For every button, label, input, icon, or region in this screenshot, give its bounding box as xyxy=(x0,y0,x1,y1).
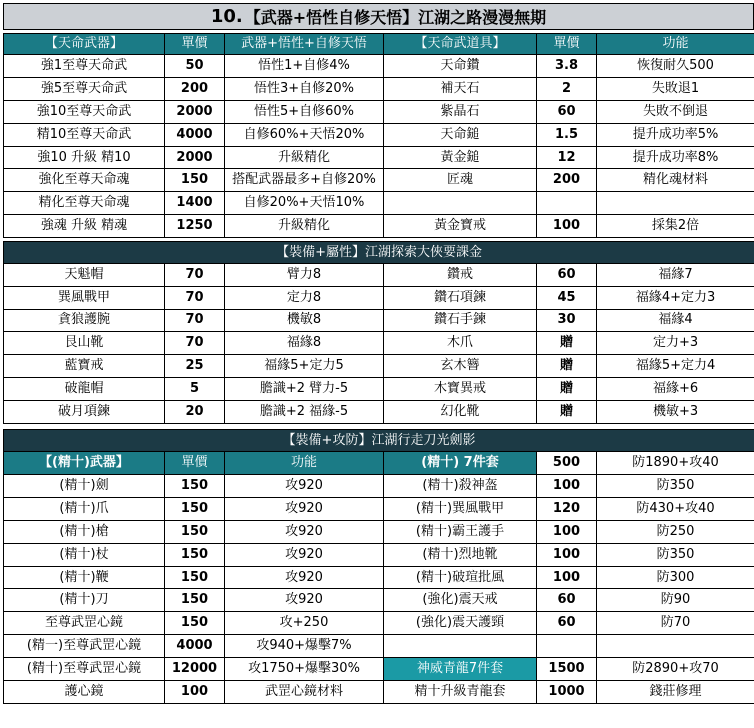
table-row xyxy=(4,658,754,681)
price-cell xyxy=(537,635,597,658)
effect-cell: 臂力8 xyxy=(225,264,384,287)
price-cell: 3.8 xyxy=(537,55,597,78)
price-cell: 5 xyxy=(165,377,225,400)
header-cell: 單價 xyxy=(165,34,225,55)
item-name-cell: (強化)震天戒 xyxy=(384,589,537,612)
effect-cell: 定力8 xyxy=(225,286,384,309)
table-row xyxy=(4,681,754,704)
effect-cell: 福緣4+定力3 xyxy=(597,286,754,309)
item-name-cell xyxy=(384,192,537,215)
price-cell: 100 xyxy=(165,681,225,704)
item-name-cell: 天命鑽 xyxy=(384,55,537,78)
effect-cell: 攻920 xyxy=(225,543,384,566)
price-cell: 12 xyxy=(537,146,597,169)
item-name-cell: (精十)霸王護手 xyxy=(384,520,537,543)
price-cell: 贈 xyxy=(537,355,597,378)
item-name-cell: (精十)杖 xyxy=(4,543,165,566)
effect-cell: 提升成功率5% xyxy=(597,123,754,146)
section-band-row xyxy=(4,242,754,264)
price-cell: 70 xyxy=(165,332,225,355)
item-name-cell: 補天石 xyxy=(384,77,537,100)
price-cell: 150 xyxy=(165,497,225,520)
price-cell: 70 xyxy=(165,264,225,287)
price-cell: 贈 xyxy=(537,377,597,400)
effect-cell: 定力+3 xyxy=(597,332,754,355)
item-name-cell: 至尊武罡心鏡 xyxy=(4,612,165,635)
effect-cell xyxy=(597,635,754,658)
effect-cell: 失敗不倒退 xyxy=(597,100,754,123)
header-cell: 功能 xyxy=(597,34,754,55)
effect-cell: 升級精化 xyxy=(225,146,384,169)
price-cell xyxy=(537,192,597,215)
effect-cell: 自修20%+天悟10% xyxy=(225,192,384,215)
item-name-cell: (精十)烈地靴 xyxy=(384,543,537,566)
item-name-cell: 匠魂 xyxy=(384,169,537,192)
item-name-cell: 強化至尊天命魂 xyxy=(4,169,165,192)
effect-cell: 防350 xyxy=(597,475,754,498)
price-cell: 150 xyxy=(165,169,225,192)
effect-cell: 攻920 xyxy=(225,520,384,543)
item-name-cell: 神威青龍7件套 xyxy=(384,658,537,681)
price-cell: 1500 xyxy=(537,658,597,681)
effect-cell: 機敏+3 xyxy=(597,400,754,423)
item-name-cell: 玄木簪 xyxy=(384,355,537,378)
item-name-cell: (精一)至尊武罡心鏡 xyxy=(4,635,165,658)
price-cell: 200 xyxy=(537,169,597,192)
item-name-cell: 木爪 xyxy=(384,332,537,355)
price-cell: 150 xyxy=(165,566,225,589)
effect-cell: 攻940+爆擊7% xyxy=(225,635,384,658)
item-name-cell: 精10至尊天命武 xyxy=(4,123,165,146)
table-row xyxy=(4,589,754,612)
effect-cell: 福緣7 xyxy=(597,264,754,287)
weapon-table xyxy=(3,33,754,238)
item-name-cell: 黃金鎚 xyxy=(384,146,537,169)
table-row xyxy=(4,309,754,332)
table-row xyxy=(4,355,754,378)
header-cell: 武器+悟性+自修天悟 xyxy=(225,34,384,55)
price-cell: 25 xyxy=(165,355,225,378)
price-cell: 20 xyxy=(165,400,225,423)
effect-cell: 悟性3+自修20% xyxy=(225,77,384,100)
title-text: 【武器+悟性自修天悟】江湖之路漫漫無期 xyxy=(244,8,547,27)
item-name-cell: 紫晶石 xyxy=(384,100,537,123)
price-cell: 70 xyxy=(165,309,225,332)
effect-cell: 膽識+2 臂力-5 xyxy=(225,377,384,400)
header-cell: (精十) 7件套 xyxy=(384,452,537,475)
price-cell: 70 xyxy=(165,286,225,309)
table-row xyxy=(4,192,754,215)
header-cell: 500 xyxy=(537,452,597,475)
table-row xyxy=(4,332,754,355)
table-row xyxy=(4,635,754,658)
effect-cell: 機敏8 xyxy=(225,309,384,332)
table-row xyxy=(4,543,754,566)
effect-cell: 攻1750+爆擊30% xyxy=(225,658,384,681)
price-cell: 100 xyxy=(537,566,597,589)
item-name-cell: 幻化靴 xyxy=(384,400,537,423)
price-cell: 4000 xyxy=(165,635,225,658)
item-name-cell: 強5至尊天命武 xyxy=(4,77,165,100)
effect-cell: 福緣+6 xyxy=(597,377,754,400)
price-cell: 1.5 xyxy=(537,123,597,146)
table-row xyxy=(4,146,754,169)
item-name-cell: 護心鏡 xyxy=(4,681,165,704)
effect-cell: 武罡心鏡材料 xyxy=(225,681,384,704)
item-name-cell: (精十)巽風戰甲 xyxy=(384,497,537,520)
effect-cell: 防2890+攻70 xyxy=(597,658,754,681)
item-name-cell: 精十升級青龍套 xyxy=(384,681,537,704)
price-cell: 60 xyxy=(537,612,597,635)
table-header-row xyxy=(4,34,754,55)
effect-cell: 防90 xyxy=(597,589,754,612)
table-row xyxy=(4,77,754,100)
effect-cell: 防250 xyxy=(597,520,754,543)
price-cell: 4000 xyxy=(165,123,225,146)
item-name-cell: (精十)鞭 xyxy=(4,566,165,589)
table-row xyxy=(4,400,754,423)
effect-cell: 福緣4 xyxy=(597,309,754,332)
effect-cell: 防350 xyxy=(597,543,754,566)
effect-cell: 升級精化 xyxy=(225,215,384,238)
item-name-cell: (強化)震天護頸 xyxy=(384,612,537,635)
item-name-cell: (精十)至尊武罡心鏡 xyxy=(4,658,165,681)
price-cell: 60 xyxy=(537,264,597,287)
table-header-row xyxy=(4,452,754,475)
effect-cell: 攻920 xyxy=(225,497,384,520)
price-cell: 30 xyxy=(537,309,597,332)
price-cell: 100 xyxy=(537,520,597,543)
item-name-cell: 強1至尊天命武 xyxy=(4,55,165,78)
table-row xyxy=(4,215,754,238)
effect-cell: 防300 xyxy=(597,566,754,589)
effect-cell: 膽識+2 福緣-5 xyxy=(225,400,384,423)
price-cell: 60 xyxy=(537,589,597,612)
effect-cell: 福緣8 xyxy=(225,332,384,355)
price-cell: 2000 xyxy=(165,146,225,169)
table-row xyxy=(4,566,754,589)
table-row xyxy=(4,264,754,287)
equipment-attribute-table xyxy=(3,241,754,424)
effect-cell: 攻920 xyxy=(225,475,384,498)
effect-cell: 福緣5+定力4 xyxy=(597,355,754,378)
header-cell: 單價 xyxy=(165,452,225,475)
effect-cell: 防70 xyxy=(597,612,754,635)
item-name-cell: 鑽石項鍊 xyxy=(384,286,537,309)
effect-cell: 攻920 xyxy=(225,589,384,612)
price-cell: 12000 xyxy=(165,658,225,681)
price-cell: 2 xyxy=(537,77,597,100)
item-name-cell: 天命鎚 xyxy=(384,123,537,146)
price-cell: 120 xyxy=(537,497,597,520)
item-name-cell: 天魁帽 xyxy=(4,264,165,287)
header-cell: 功能 xyxy=(225,452,384,475)
effect-cell: 悟性5+自修60% xyxy=(225,100,384,123)
price-cell: 150 xyxy=(165,612,225,635)
price-cell: 1400 xyxy=(165,192,225,215)
effect-cell: 攻920 xyxy=(225,566,384,589)
table-row xyxy=(4,475,754,498)
item-name-cell: 巽風戰甲 xyxy=(4,286,165,309)
equipment-combat-table xyxy=(3,429,754,704)
price-cell: 200 xyxy=(165,77,225,100)
effect-cell: 精化魂材料 xyxy=(597,169,754,192)
effect-cell: 失敗退1 xyxy=(597,77,754,100)
item-name-cell: 破月項鍊 xyxy=(4,400,165,423)
item-name-cell: 鑽石手鍊 xyxy=(384,309,537,332)
effect-cell: 提升成功率8% xyxy=(597,146,754,169)
section-band-row xyxy=(4,430,754,452)
effect-cell: 自修60%+天悟20% xyxy=(225,123,384,146)
item-name-cell: (精十)殺神盔 xyxy=(384,475,537,498)
price-cell: 150 xyxy=(165,520,225,543)
header-cell: 【天命武道具】 xyxy=(384,34,537,55)
item-name-cell: (精十)槍 xyxy=(4,520,165,543)
item-name-cell: (精十)破瑄批風 xyxy=(384,566,537,589)
price-cell: 150 xyxy=(165,475,225,498)
item-name-cell: 強魂 升級 精魂 xyxy=(4,215,165,238)
table-row xyxy=(4,55,754,78)
price-cell: 1000 xyxy=(537,681,597,704)
header-cell: 防1890+攻40 xyxy=(597,452,754,475)
effect-cell: 錢莊修理 xyxy=(597,681,754,704)
item-name-cell: 鑽戒 xyxy=(384,264,537,287)
effect-cell: 採集2倍 xyxy=(597,215,754,238)
price-cell: 2000 xyxy=(165,100,225,123)
table-row xyxy=(4,612,754,635)
item-name-cell: (精十)爪 xyxy=(4,497,165,520)
table-row xyxy=(4,123,754,146)
price-cell: 150 xyxy=(165,543,225,566)
price-cell: 100 xyxy=(537,475,597,498)
price-cell: 贈 xyxy=(537,400,597,423)
price-cell: 100 xyxy=(537,543,597,566)
effect-cell: 福緣5+定力5 xyxy=(225,355,384,378)
price-cell: 60 xyxy=(537,100,597,123)
table-row xyxy=(4,100,754,123)
table-row xyxy=(4,377,754,400)
table-row xyxy=(4,169,754,192)
price-cell: 50 xyxy=(165,55,225,78)
item-name-cell: 艮山靴 xyxy=(4,332,165,355)
effect-cell: 恢復耐久500 xyxy=(597,55,754,78)
section-band: 【裝備+攻防】江湖行走刀光劍影 xyxy=(4,430,754,452)
item-name-cell: 黃金寶戒 xyxy=(384,215,537,238)
price-cell: 150 xyxy=(165,589,225,612)
item-name-cell: (精十)刀 xyxy=(4,589,165,612)
table-row xyxy=(4,286,754,309)
item-name-cell: 強10 升級 精10 xyxy=(4,146,165,169)
effect-cell: 攻+250 xyxy=(225,612,384,635)
table-row xyxy=(4,520,754,543)
effect-cell: 悟性1+自修4% xyxy=(225,55,384,78)
header-cell: 【(精十)武器】 xyxy=(4,452,165,475)
title-number: 10. xyxy=(210,6,243,27)
item-name-cell: 木寶異戒 xyxy=(384,377,537,400)
table-row xyxy=(4,497,754,520)
effect-cell: 防430+攻40 xyxy=(597,497,754,520)
section-band: 【裝備+屬性】江湖探索大俠要課金 xyxy=(4,242,754,264)
price-cell: 贈 xyxy=(537,332,597,355)
effect-cell: 搭配武器最多+自修20% xyxy=(225,169,384,192)
item-name-cell: 破龍帽 xyxy=(4,377,165,400)
header-cell: 單價 xyxy=(537,34,597,55)
item-name-cell: (精十)劍 xyxy=(4,475,165,498)
effect-cell xyxy=(597,192,754,215)
price-cell: 1250 xyxy=(165,215,225,238)
header-cell: 【天命武器】 xyxy=(4,34,165,55)
price-cell: 45 xyxy=(537,286,597,309)
item-name-cell: 貪狼護腕 xyxy=(4,309,165,332)
page-title xyxy=(3,3,754,30)
item-name-cell: 藍寶戒 xyxy=(4,355,165,378)
item-name-cell: 強10至尊天命武 xyxy=(4,100,165,123)
price-cell: 100 xyxy=(537,215,597,238)
item-name-cell: 精化至尊天命魂 xyxy=(4,192,165,215)
item-name-cell xyxy=(384,635,537,658)
